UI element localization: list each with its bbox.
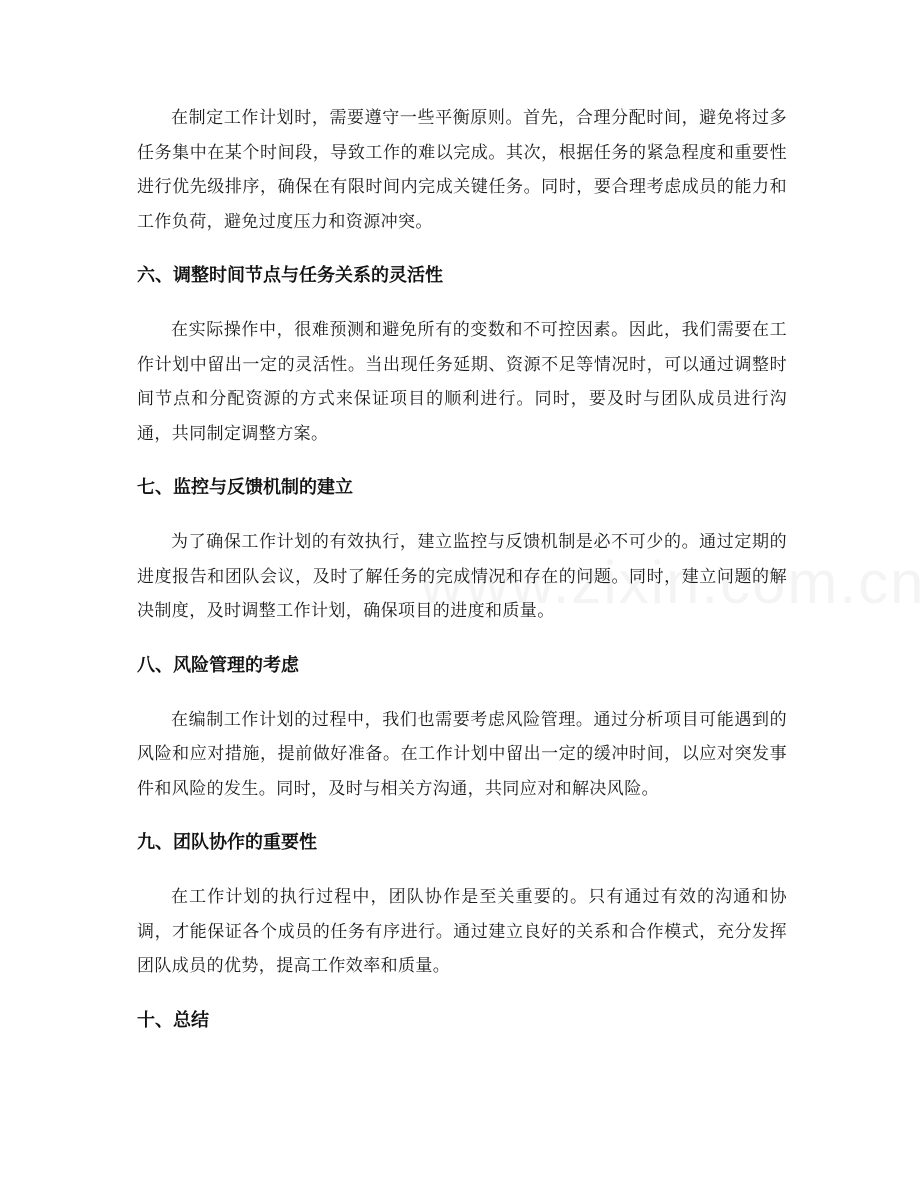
section-6-heading: 六、调整时间节点与任务关系的灵活性 — [137, 265, 443, 286]
section-10-heading: 十、总结 — [137, 1009, 209, 1031]
section-7-paragraph: 为了确保工作计划的有效执行，建立监控与反馈机制是必不可少的。通过定期的进度报告和团队会议，及时了解任务的完成情况和存在的问题。同时，建立问题的解决制度，及时调整工作计划，确保项目的进度和质量。 — [137, 532, 787, 621]
section-9-paragraph: 在工作计划的执行过程中，团队协作是至关重要的。只有通过有效的沟通和协调，才能保证各个成员的任务有序进行。通过建立良好的关系和合作模式，充分发挥团队成员的优势，提高工作效率和质量。 — [137, 887, 787, 976]
document-body — [137, 101, 787, 1038]
section-7-heading: 七、监控与反馈机制的建立 — [137, 477, 353, 498]
intro-paragraph: 在制定工作计划时，需要遵守一些平衡原则。首先，合理分配时间，避免将过多任务集中在某个时间段，导致工作的难以完成。其次，根据任务的紧急程度和重要性进行优先级排序，确保在有限时间内完成关键任务。同时，要合理考虑成员的能力和工作负荷，避免过度压力和资源冲突。 — [137, 108, 787, 232]
section-8-heading: 八、风险管理的考虑 — [137, 654, 299, 676]
section-9-heading: 九、团队协作的重要性 — [137, 832, 317, 853]
section-8-paragraph: 在编制工作计划的过程中，我们也需要考虑风险管理。通过分析项目可能遇到的风险和应对措施，提前做好准备。在工作计划中留出一定的缓冲时间，以应对突发事件和风险的发生。同时，及时与相关方沟通，共同应对和解决风险。 — [137, 709, 787, 799]
section-6-paragraph: 在实际操作中，很难预测和避免所有的变数和不可控因素。因此，我们需要在工作计划中留出一定的灵活性。当出现任务延期、资源不足等情况时，可以通过调整时间节点和分配资源的方式来保证项目的顺利进行。同时，要及时与团队成员进行沟通，共同制定调整方案。 — [137, 320, 787, 444]
